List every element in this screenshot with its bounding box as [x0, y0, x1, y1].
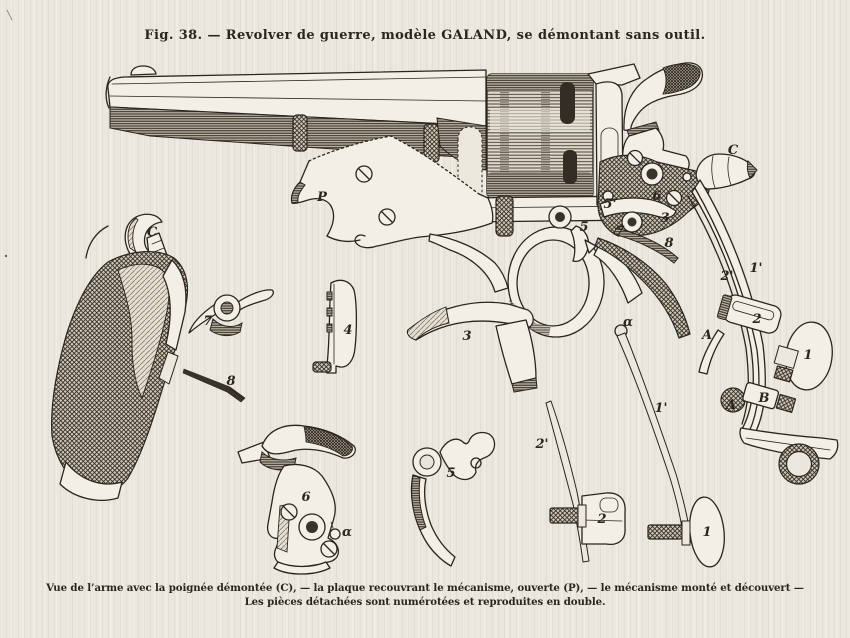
- part-label-2prime: 2': [720, 269, 734, 284]
- part-label-7: 7: [615, 224, 625, 239]
- part-label-6: 6: [652, 189, 662, 204]
- part-label-2: 2: [752, 312, 762, 327]
- part-label-5: 5: [579, 220, 589, 235]
- part-label-A: A: [701, 328, 713, 343]
- part-label-A: A: [725, 398, 737, 413]
- part-label-2: 2: [597, 512, 607, 527]
- front-sight: [131, 66, 156, 75]
- detached-grip-C: [52, 214, 188, 500]
- barrel: [106, 66, 486, 170]
- mainspring-rod-1prime: [617, 333, 691, 543]
- cone-piece-C: [696, 154, 755, 189]
- part-2-screw: [550, 508, 582, 523]
- part-label-1prime: 1': [749, 261, 763, 276]
- caption-line-2: Les pièces détachées sont numérotées et reproduites en double.: [244, 596, 606, 608]
- part-label-5prime: 5': [603, 197, 617, 212]
- part-8-pin-duplicate: [183, 369, 245, 402]
- figure-title: Fig. 38. — Revolver de guerre, modèle GALAND, se démontant sans outil.: [144, 28, 706, 43]
- cylinder-slot-2: [563, 150, 577, 184]
- part-1-screw: [648, 525, 682, 539]
- cylinder-slot-1: [560, 82, 575, 124]
- part-label-5: 5: [446, 466, 456, 481]
- cylinder: [487, 74, 593, 198]
- part-label-1: 1: [702, 525, 712, 540]
- barrel-screw-1: [293, 115, 307, 151]
- part-label-α: α: [341, 525, 353, 540]
- part-label-6: 6: [301, 490, 311, 505]
- hammer-checkering: [663, 64, 700, 94]
- part-label-C: C: [146, 225, 158, 240]
- frame-rear-web: [595, 238, 690, 338]
- part-label-3: 3: [660, 211, 670, 226]
- part-label-8: 8: [226, 374, 236, 389]
- part-label-2prime: 2': [535, 437, 549, 452]
- paper-speck: [5, 255, 7, 257]
- frame-front-web: [429, 234, 508, 292]
- part-label-3: 3: [462, 329, 472, 344]
- part-label-α: α: [622, 315, 634, 330]
- part-label-B: B: [758, 391, 770, 406]
- part-5-trigger-duplicate: [411, 432, 494, 566]
- part-label-1: 1: [803, 348, 813, 363]
- part-2-spring-duplicate: [546, 401, 625, 562]
- part-label-P: P: [317, 190, 327, 205]
- part-label-8: 8: [664, 236, 674, 251]
- paper-mark: [7, 10, 12, 20]
- figure-caption: [0, 581, 850, 609]
- part-3-duplicate: [407, 302, 537, 392]
- part-4-pin: [313, 362, 331, 372]
- part-label-4: 4: [343, 323, 353, 338]
- part-label-7: 7: [203, 314, 213, 329]
- caption-line-1: Vue de l’arme avec la poignée démontée (C), — la plaque recouvrant le mécanisme, ouverte (P), — le mécanisme monté et découvert —: [46, 582, 804, 594]
- cone-tip: [747, 161, 757, 178]
- part-label-1prime: 1': [654, 401, 668, 416]
- part-6-stud-alpha: [330, 529, 340, 539]
- part-label-C: C: [727, 143, 739, 158]
- part-7-duplicate: [189, 290, 273, 336]
- cylinder-pin: [496, 196, 513, 236]
- part-6-hammer-duplicate: [238, 425, 355, 574]
